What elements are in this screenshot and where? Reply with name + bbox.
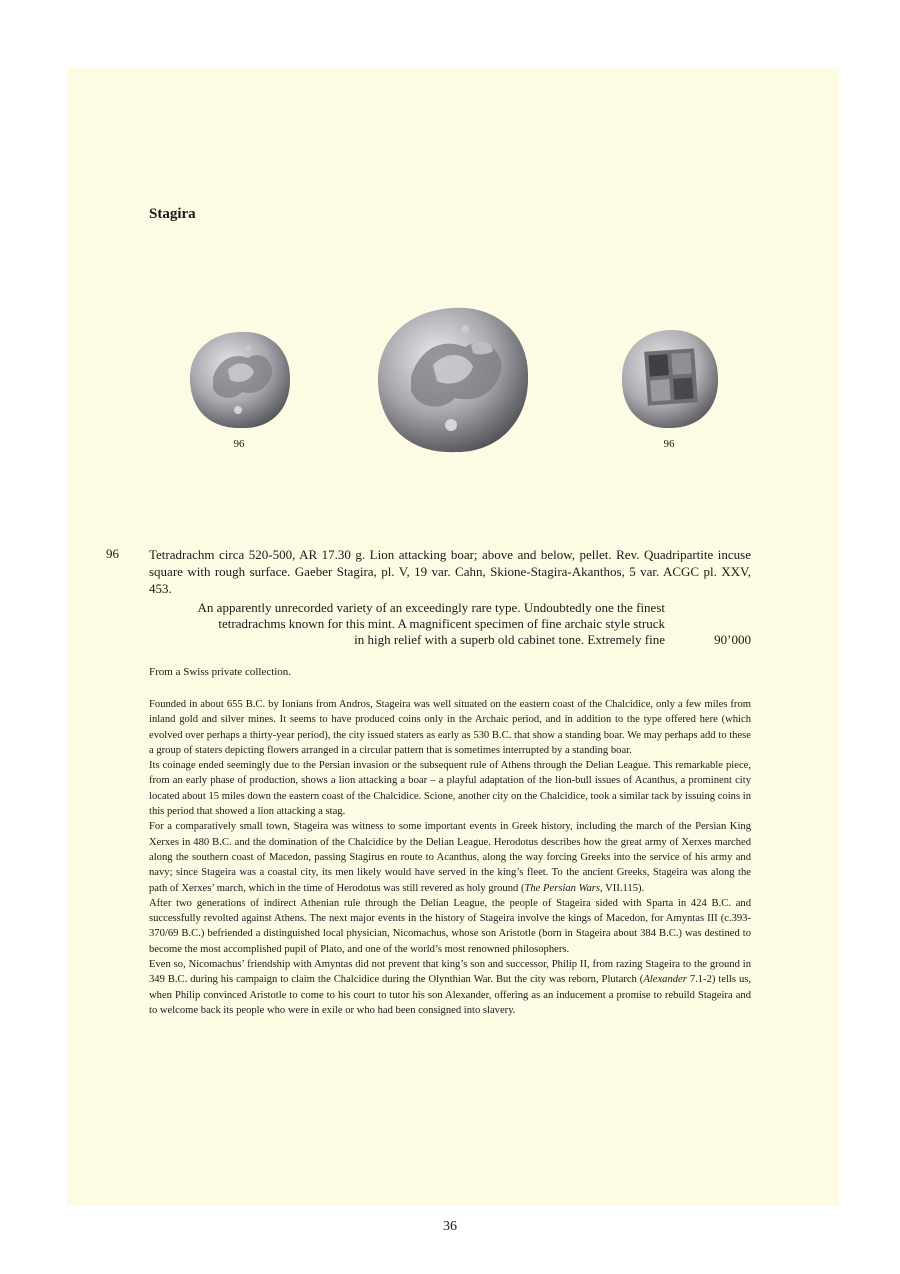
essay-paragraph-3 xyxy=(149,819,751,895)
essay-text xyxy=(149,697,751,1018)
lot-commentary xyxy=(149,600,665,648)
essay-p3-title: The Persian Wars xyxy=(524,882,601,894)
lot-number: 96 xyxy=(106,546,119,561)
lot-description: Tetradrachm circa 520-500, AR 17.30 g. Lion attacking boar; above and below, pellet. Rev. Quadripartite incuse square with rough surface. Gaeber Stagira, pl. V, 19 var. Cahn, Skione-Stagira-Akanthos, 5 var. ACGC pl. XXV, 453. xyxy=(149,547,751,596)
essay-paragraph-4: After two generations of indirect Athenian rule through the Delian League, the people of Stageira sided with Sparta in 424 B.C. and successfully revolted against Athens. The next major events in the history of Stageira involve the kings of Macedon, for Amyntas III (c.393-370/69 B.C.) befriended a distinguished local physician, Nicomachus, whose son Aristotle (born in Stageira about 384 B.C.) was destined to become the most accomplished pupil of Plato, and one of the world’s most renowned philosophers. xyxy=(149,897,751,955)
commentary-line-3: in high relief with a superb old cabinet tone. Extremely fine xyxy=(354,632,665,647)
essay-p5-text: Even so, Nicomachus’ friendship with Amyntas did not prevent that king’s son and successor, Philip II, from razing Stageira to the ground in 349 B.C. during his campaign to claim the Chalcidice during the Olynthian War. But the city was reborn, Plutarch ( xyxy=(149,959,751,986)
coin-reverse-label: 96 xyxy=(663,438,675,450)
lot-price: 90’000 xyxy=(714,632,751,647)
section-title: Stagira xyxy=(149,206,196,222)
commentary-line-1: An apparently unrecorded variety of an exceedingly rare type. Undoubtedly one the finest xyxy=(197,600,665,615)
coin-enlarged-image xyxy=(375,305,531,455)
provenance: From a Swiss private collection. xyxy=(149,666,292,678)
essay-p5-text-end: 7.1-2) tells us, when Philip convinced Aristotle to come to his court to tutor his son Alexander, offering as an inducement a promise to rebuild Stageira and to welcome back its people who were in exile or who had been consigned into slavery. xyxy=(149,974,752,1016)
essay-p3-text-end: , VII.115). xyxy=(600,882,645,894)
essay-paragraph-2: Its coinage ended seemingly due to the Persian invasion or the subsequent rule of Athens through the Delian League. This remarkable piece, from an early phase of production, shows a lion attacking a boar – a playful adaptation of the lion-bull issues of Acanthus, a prominent city located about 15 miles down the eastern coast of the Chalcidice. Scione, another city on the Chalcidice, took a similar tack by issuing coins in this period that showed a lion attacking a stag. xyxy=(149,760,751,818)
essay-p5-title: Alexander xyxy=(643,974,687,986)
page-number: 36 xyxy=(443,1219,457,1234)
coin-reverse-image xyxy=(620,328,720,430)
coin-obverse-label: 96 xyxy=(233,438,245,450)
essay-paragraph-1: Founded in about 655 B.C. by Ionians from Andros, Stageira was well situated on the eastern coast of the Chalcidice, only a few miles from inland gold and silver mines. It seems to have produced coins only in the Archaic period, and in addition to the type offered here (which evolved over perhaps a thirty-year period), the city issued staters as early as 530 B.C. that show a standing boar. We may perhaps add to these a group of staters depicting flowers arranged in a circular pattern that is sometimes interrupted by a standing boar. xyxy=(149,699,751,756)
coin-obverse-image xyxy=(188,330,292,430)
essay-p3-text: For a comparatively small town, Stageira was witness to some important events in Greek history, including the march of the Persian King Xerxes in 480 B.C. and the domination of the Chalcidice by the Delian League. Herodotus describes how the great army of Xerxes marched along the southern coast of Macedon, passing Stagirus en route to Acanthus, along the way forcing Greeks into the service of his army and navy; since Stageira was a coastal city, its men likely would have served in the king’s fleet. To the ancient Greeks, Stageira was along the path of Xerxes’ march, which in the time of Herodotus was still revered as holy ground ( xyxy=(149,821,751,894)
commentary-line-2: tetradrachms known for this mint. A magnificent specimen of fine archaic style struck xyxy=(218,616,665,631)
essay-paragraph-5 xyxy=(149,957,751,1018)
